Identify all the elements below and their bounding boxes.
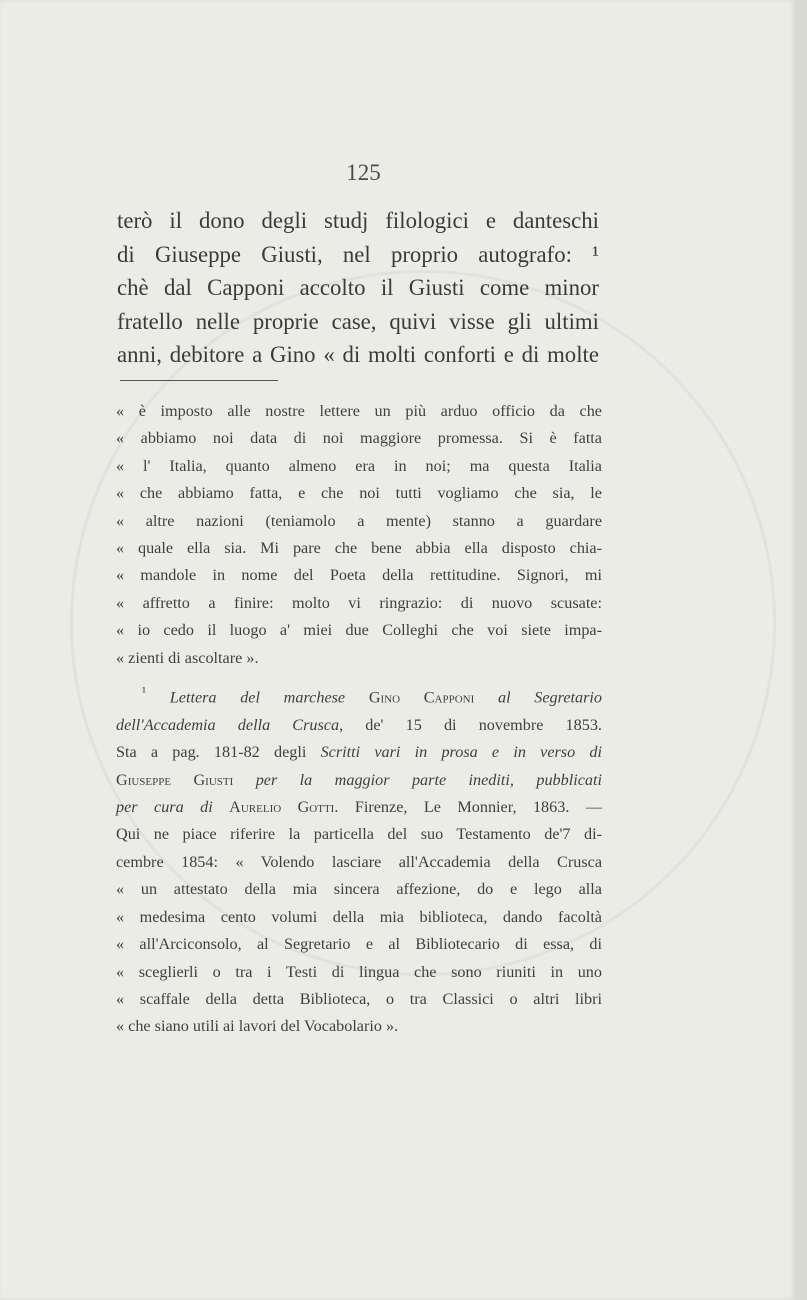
footnote-marker: ¹ (142, 684, 147, 700)
footnote-text: per la maggior parte inediti (255, 770, 510, 789)
footnote-text: Lettera del marchese (169, 688, 346, 707)
footnote-text: , de' 15 di novembre 1853. (339, 715, 602, 734)
footnote-text: per cura di (116, 798, 213, 817)
footnote-line: « che siano utili ai lavori del Vocabolario ». (116, 1017, 399, 1036)
footnote-line: « sceglierli o tra i Testi di lingua che sono riuniti in uno (116, 962, 602, 981)
main-line: fratello nelle proprie case, quivi visse gli ultimi (117, 308, 599, 334)
quote-line: « che abbiamo fatta, e che noi tutti vogliamo che sia, le (116, 484, 602, 503)
footnotes (116, 398, 602, 1041)
quote-line: « l' Italia, quanto almeno era in noi; ma questa Italia (116, 456, 602, 475)
footnote-line (116, 767, 602, 794)
footnote-divider (120, 380, 278, 381)
quote-line: « zienti di ascoltare ». (116, 648, 259, 667)
footnote-name: Giuseppe Giusti (116, 770, 234, 789)
footnote-line (116, 739, 602, 766)
footnote-text: Firenze, Le Monnier, 1863. — (354, 798, 603, 817)
main-line: di Giuseppe Giusti, nel proprio autografo: ¹ (117, 241, 599, 267)
footnote-line: « un attestato della mia sincera affezione, do e lego alla (116, 880, 602, 899)
footnote-text: al Segretario (498, 688, 603, 707)
footnote-line: « all'Arciconsolo, al Segretario e al Bibliotecario di essa, di (116, 935, 602, 954)
main-line: anni, debitore a Gino « di molti conforti e di molte (117, 342, 599, 367)
footnote-text: Sta a pag. 181-82 degli (116, 743, 307, 762)
footnote-line: Qui ne piace riferire la particella del suo Testamento de'7 di- (116, 825, 602, 844)
footnote-text: dell'Accademia della Crusca (116, 715, 340, 734)
footnote-line (116, 712, 602, 739)
footnote-text: pubblicati (536, 770, 602, 789)
quote-line: « quale ella sia. Mi pare che bene abbia ella disposto chia- (116, 539, 602, 558)
footnote-line: « medesima cento volumi della mia biblioteca, dando facoltà (116, 907, 602, 926)
footnote-line (116, 794, 602, 821)
quote-line: « abbiamo noi data di noi maggiore promessa. Si è fatta (116, 429, 602, 448)
footnote-line: cembre 1854: « Volendo lasciare all'Accademia della Crusca (116, 852, 602, 871)
footnote-line: « scaffale della detta Biblioteca, o tra Classici o altri libri (116, 989, 602, 1008)
page-number: 125 (346, 160, 381, 185)
footnote-text: , (509, 770, 514, 789)
main-text (117, 204, 599, 372)
quote-line: « mandole in nome del Poeta della rettitudine. Signori, mi (116, 566, 602, 585)
main-line: terò il dono degli studj filologici e danteschi (117, 208, 599, 233)
footnote-line (116, 678, 602, 712)
quote-line: « altre nazioni (teniamolo a mente) stanno a guardare (116, 511, 602, 530)
footnote-name: Aurelio Gotti. (229, 798, 339, 817)
quote-line: « io cedo il luogo a' miei due Colleghi che voi siete impa- (116, 621, 602, 640)
quote-line: « affretto a finire: molto vi ringrazio: di nuovo scusate: (116, 593, 602, 612)
quote-line: « è imposto alle nostre lettere un più arduo officio da che (116, 402, 602, 420)
footnote-text: Scritti vari in prosa e in verso di (320, 743, 602, 762)
main-line: chè dal Capponi accolto il Giusti come minor (117, 275, 599, 300)
footnote-name: Gino Capponi (368, 688, 475, 707)
